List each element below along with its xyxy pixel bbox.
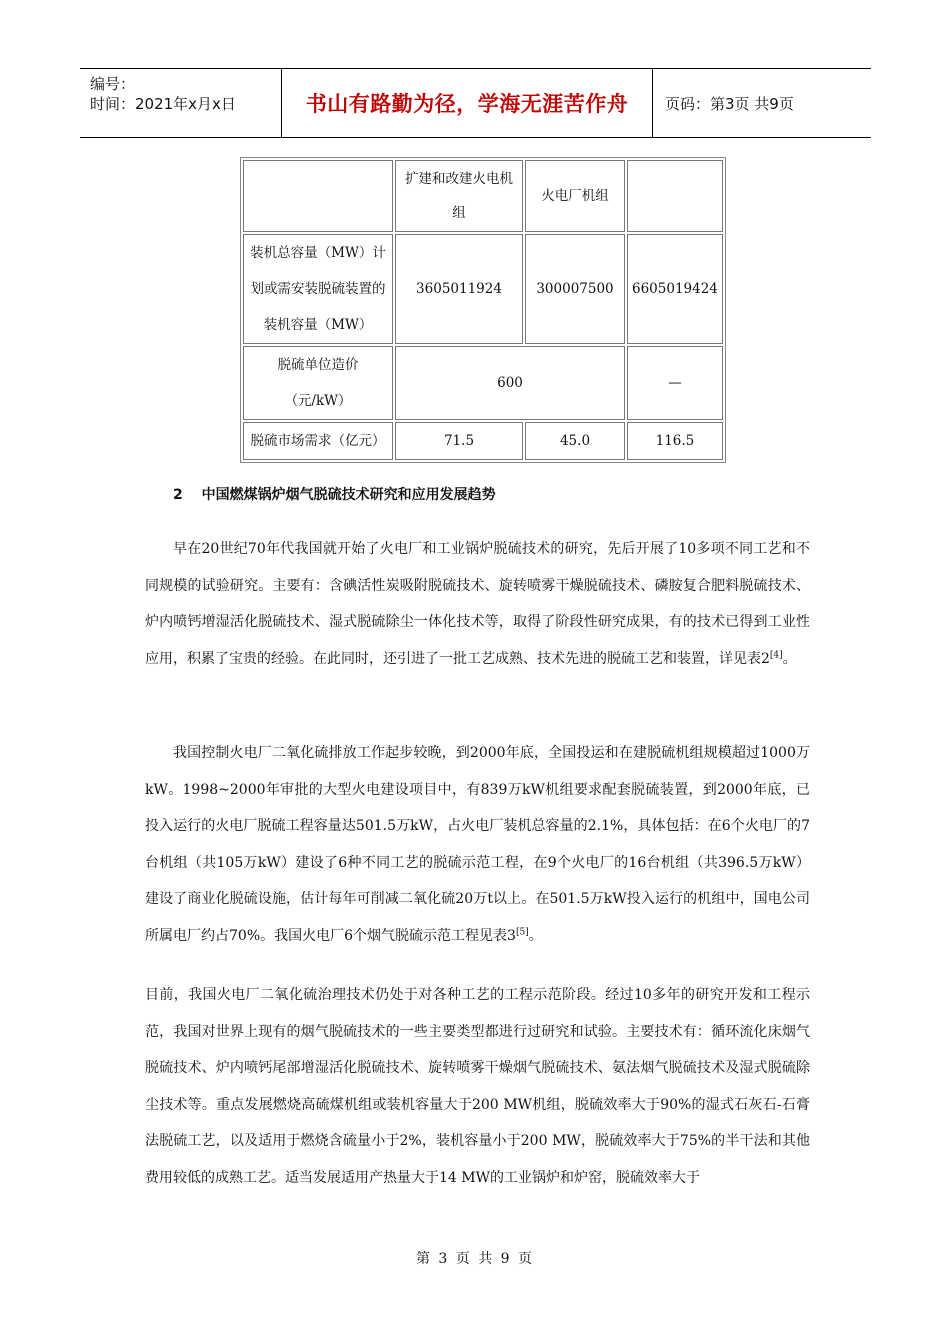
time-label: 时间：2021年x月x日 (90, 95, 236, 113)
page-header (80, 68, 871, 138)
table-cell: 300007500 (525, 234, 625, 344)
motto: 书山有路勤为径，学海无涯苦作舟 (281, 69, 653, 137)
paragraph-text: 我国控制火电厂二氧化硫排放工作起步较晚，到2000年底，全国投运和在建脱硫机组规模超过1000万kW。1998~2000年审批的大型火电建设项目中，有839万kW机组要求配套脱硫装置，到2000年底，已投入运行的火电厂脱硫工程容量达501.5万kW，占火电厂装机总容量的2.1%，具体包括：在6个火电厂的7台机组（共105万kW）建设了6种不同工艺的脱硫示范工程，在9个火电厂的16台机组（共396.5万kW）建设了商业化脱硫设施，估计每年可削减二氧化硫20万t以上。在501.5万kW投入运行的机组中，国电公司所属电厂约占70%。我国火电厂6个烟气脱硫示范工程见表3 (145, 745, 810, 944)
paragraph (145, 977, 810, 1196)
page-indicator: 页码：第3页 共9页 (665, 94, 794, 113)
table-cell: 45.0 (525, 422, 625, 460)
table-cell: 火电厂机组 (525, 160, 625, 232)
page-footer: 第 3 页 共 9 页 (415, 1251, 535, 1267)
citation-ref: [4] (769, 649, 783, 660)
table-cell: — (627, 346, 723, 420)
table-cell (627, 160, 723, 232)
table-cell: 装机总容量（MW）计划或需安装脱硫装置的装机容量（MW） (243, 234, 393, 344)
table-cell: 600 (395, 346, 625, 420)
header-meta (80, 69, 280, 137)
paragraph (145, 735, 810, 954)
table-cell (243, 160, 393, 232)
paragraph-end: 。 (782, 650, 797, 667)
table-row (243, 422, 723, 460)
table-row (243, 234, 723, 344)
paragraph-text: 目前，我国火电厂二氧化硫治理技术仍处于对各种工艺的工程示范阶段。经过10多年的研究开发和工程示范，我国对世界上现有的烟气脱硫技术的一些主要类型都进行过研究和试验。主要技术有：循环流化床烟气脱硫技术、炉内喷钙尾部增湿活化脱硫技术、旋转喷雾干燥烟气脱硫技术、氨法烟气脱硫技术及湿式脱硫除尘技术等。重点发展燃烧高硫煤机组或装机容量大于200 MW机组，脱硫效率大于90%的湿式石灰石-石膏法脱硫工艺，以及适用于燃烧含硫量小于2%，装机容量小于200 MW，脱硫效率大于75%的半干法和其他费用较低的成熟工艺。适当发展适用产热量大于14 MW的工业锅炉和炉窑，脱硫效率大于 (145, 987, 810, 1186)
table-cell: 脱硫单位造价（元/kW） (243, 346, 393, 420)
table-cell: 71.5 (395, 422, 523, 460)
table-cell: 116.5 (627, 422, 723, 460)
table-row (243, 160, 723, 232)
number-label: 编号： (90, 75, 136, 93)
table-cell: 扩建和改建火电机组 (395, 160, 523, 232)
section-number: 2 (173, 487, 183, 503)
table-cell: 3605011924 (395, 234, 523, 344)
table-cell: 脱硫市场需求（亿元） (243, 422, 393, 460)
paragraph (145, 531, 810, 677)
table-row (243, 346, 723, 420)
paragraph-end: 。 (528, 927, 543, 944)
table-cell: 6605019424 (627, 234, 723, 344)
section-title: 中国燃煤锅炉烟气脱硫技术研究和应用发展趋势 (201, 487, 496, 503)
paragraph-text: 早在20世纪70年代我国就开始了火电厂和工业锅炉脱硫技术的研究，先后开展了10多项不同工艺和不同规模的试验研究。主要有：含碘活性炭吸附脱硫技术、旋转喷雾干燥脱硫技术、磷胺复合肥料脱硫技术、炉内喷钙增湿活化脱硫技术、湿式脱硫除尘一体化技术等，取得了阶段性研究成果，有的技术已得到工业性应用，积累了宝贵的经验。在此同时，还引进了一批工艺成熟、技术先进的脱硫工艺和装置，详见表2 (145, 541, 810, 667)
citation-ref: [5] (515, 926, 529, 937)
desulfurization-market-table (240, 157, 726, 463)
section-heading (173, 484, 496, 504)
